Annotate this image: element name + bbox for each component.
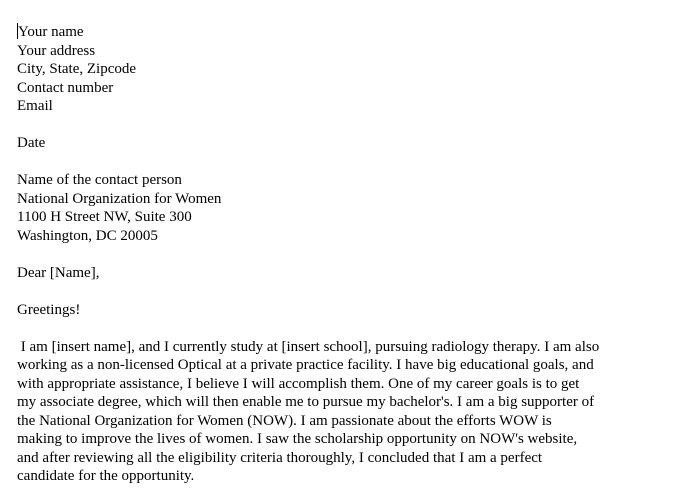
blank-line: [17, 153, 657, 172]
salutation: Dear [Name],: [17, 264, 100, 281]
blank-line: [17, 116, 657, 135]
body-line: candidate for the opportunity.: [17, 468, 195, 484]
letter-date: Date: [17, 135, 46, 151]
body-line: my associate degree, which will then enable me to pursue my bachelor's. I am a big supporter of: [17, 394, 595, 410]
body-line: with appropriate assistance, I believe I will accomplish them. One of my career goals is to get: [17, 375, 580, 392]
sender-name-line[interactable]: [17, 23, 657, 42]
sender-city-state-zip: City, State, Zipcode: [17, 61, 137, 77]
recipient-city: Washington, DC 20005: [17, 227, 158, 244]
recipient-block: [17, 171, 657, 245]
sender-contact-number: Contact number: [17, 79, 114, 96]
sender-name: Your name: [18, 24, 84, 40]
body-line: I am [insert name], and I currently study at [insert school], pursuing radiology therapy. I am also: [17, 338, 600, 355]
blank-line: [17, 282, 657, 301]
body-line: making to improve the lives of women. I saw the scholarship opportunity on NOW's website,: [17, 431, 578, 447]
recipient-contact-person: Name of the contact person: [17, 172, 182, 188]
letter-document[interactable]: [17, 23, 657, 486]
body-paragraph: [17, 338, 657, 486]
recipient-street: 1100 H Street NW, Suite 300: [17, 209, 192, 225]
sender-address: Your address: [17, 42, 96, 59]
blank-line: [17, 319, 657, 338]
blank-line: [17, 245, 657, 264]
recipient-organization: National Organization for Women: [17, 190, 222, 207]
sender-email: Email: [17, 98, 53, 114]
body-line: and after reviewing all the eligibility criteria thoroughly, I concluded that I am a perfect: [17, 449, 543, 466]
body-line: the National Organization for Women (NOW). I am passionate about the efforts WOW is: [17, 412, 552, 429]
sender-block: [17, 23, 657, 116]
greeting: Greetings!: [17, 301, 81, 318]
body-line: working as a non-licensed Optical at a private practice facility. I have big educational goals, and: [17, 357, 594, 373]
